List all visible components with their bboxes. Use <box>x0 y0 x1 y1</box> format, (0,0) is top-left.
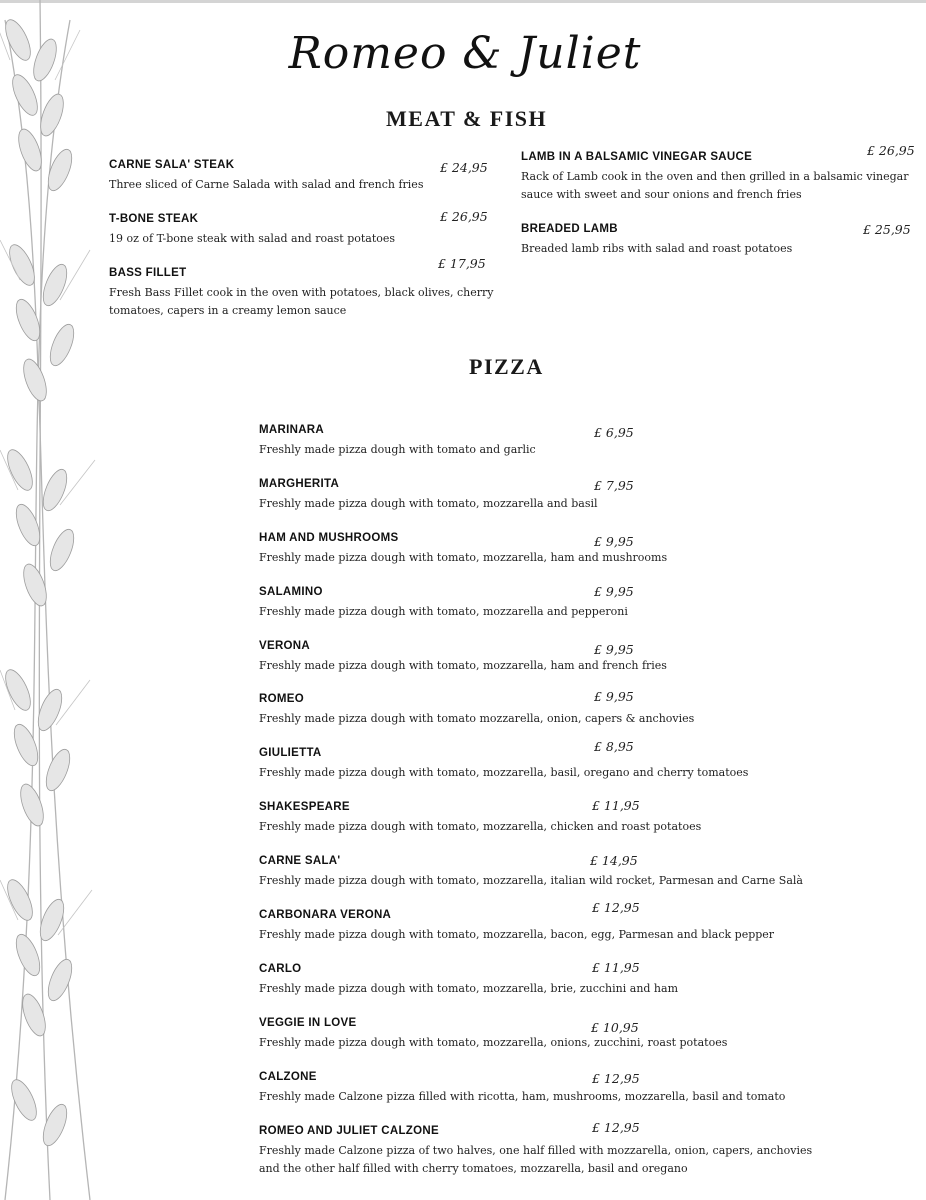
menu-item-name: SALAMINO <box>259 586 323 598</box>
menu-item <box>259 746 859 782</box>
menu-item <box>259 531 859 567</box>
menu-item-price: £ 6,95 <box>594 425 634 440</box>
menu-item-name: CARNE SALA' STEAK <box>109 159 235 171</box>
menu-item-name: HAM AND MUSHROOMS <box>259 532 399 544</box>
menu-item <box>521 222 851 258</box>
menu-item-description: Rack of Lamb cook in the oven and then grilled in a balsamic vinegar sauce with sweet and sour onions and french fries <box>521 170 909 201</box>
menu-item-name: MARGHERITA <box>259 478 340 490</box>
menu-item-price: £ 14,95 <box>590 853 638 868</box>
menu-item-description: Freshly made pizza dough with tomato, mozzarella, chicken and roast potatoes <box>259 820 702 833</box>
menu-item-name: ROMEO AND JULIET CALZONE <box>259 1125 439 1137</box>
menu-item-description: Freshly made Calzone pizza of two halves, one half filled with mozzarella, onion, capers, anchovies and the other half filled with cherry tomatoes, mozzarella, basil and oregano <box>259 1144 813 1175</box>
menu-item-description: Freshly made pizza dough with tomato, mozzarella and basil <box>259 497 598 510</box>
menu-item-price: £ 9,95 <box>594 534 634 549</box>
brand-logo <box>288 18 642 90</box>
menu-item <box>259 854 879 890</box>
menu-item-description: Freshly made pizza dough with tomato mozzarella, onion, capers & anchovies <box>259 712 695 725</box>
menu-item <box>259 962 859 998</box>
menu-item-name: BASS FILLET <box>109 267 187 279</box>
menu-item <box>259 800 859 836</box>
menu-item-description: Breaded lamb ribs with salad and roast potatoes <box>521 242 793 255</box>
menu-item-price: £ 26,95 <box>867 143 915 158</box>
menu-item-name: ROMEO <box>259 693 304 705</box>
menu-item-price: £ 12,95 <box>592 900 640 915</box>
menu-item <box>259 1124 829 1178</box>
menu-item-description: Fresh Bass Fillet cook in the oven with potatoes, black olives, cherry tomatoes, capers in a creamy lemon sauce <box>109 286 494 317</box>
menu-item-name: SHAKESPEARE <box>259 801 350 813</box>
menu-item-price: £ 7,95 <box>594 478 634 493</box>
menu-item <box>109 266 504 320</box>
menu-item-name: VEGGIE IN LOVE <box>259 1017 357 1029</box>
menu-item-price: £ 9,95 <box>594 689 634 704</box>
menu-item-price: £ 26,95 <box>440 209 488 224</box>
menu-item-description: Freshly made pizza dough with tomato, mozzarella, ham and mushrooms <box>259 551 668 564</box>
wheat-illustration <box>0 0 120 1200</box>
menu-item-price: £ 9,95 <box>594 642 634 657</box>
menu-item-price: £ 25,95 <box>863 222 911 237</box>
menu-item-description: Freshly made pizza dough with tomato, mozzarella, brie, zucchini and ham <box>259 982 679 995</box>
menu-item-description: Freshly made pizza dough with tomato, mozzarella, onions, zucchini, roast potatoes <box>259 1036 728 1049</box>
menu-item-description: Freshly made Calzone pizza filled with ricotta, ham, mushrooms, mozzarella, basil and tomato <box>259 1090 786 1103</box>
menu-item-description: Freshly made pizza dough with tomato, mozzarella, ham and french fries <box>259 659 667 672</box>
menu-item <box>521 150 916 204</box>
brand-logo-text: Romeo & Juliet <box>288 28 642 79</box>
menu-item-name: CARNE SALA' <box>259 855 341 867</box>
menu-item-description: 19 oz of T-bone steak with salad and roast potatoes <box>109 232 396 245</box>
menu-item-price: £ 11,95 <box>592 960 640 975</box>
menu-item-name: CARBONARA VERONA <box>259 909 392 921</box>
menu-item-name: BREADED LAMB <box>521 223 618 235</box>
menu-item <box>259 908 879 944</box>
menu-item-name: VERONA <box>259 640 311 652</box>
menu-item-name: CARLO <box>259 963 302 975</box>
menu-item <box>109 212 489 248</box>
menu-item-price: £ 10,95 <box>591 1020 639 1035</box>
menu-item-price: £ 12,95 <box>592 1120 640 1135</box>
top-divider <box>0 0 926 3</box>
menu-item-name: T-BONE STEAK <box>109 213 199 225</box>
menu-item <box>259 1016 859 1052</box>
menu-item-name: LAMB IN A BALSAMIC VINEGAR SAUCE <box>521 151 753 163</box>
menu-item <box>109 158 489 194</box>
menu-item-price: £ 11,95 <box>592 798 640 813</box>
menu-item <box>259 477 859 513</box>
section-title-meat-fish: MEAT & FISH <box>386 106 548 131</box>
menu-item <box>259 639 859 675</box>
menu-item-name: MARINARA <box>259 424 325 436</box>
menu-item <box>259 692 859 728</box>
menu-item-price: £ 9,95 <box>594 584 634 599</box>
menu-item-description: Three sliced of Carne Salada with salad and french fries <box>109 178 424 191</box>
menu-item-description: Freshly made pizza dough with tomato, mozzarella, basil, oregano and cherry tomatoes <box>259 766 749 779</box>
section-title-pizza: PIZZA <box>469 354 544 379</box>
menu-item-description: Freshly made pizza dough with tomato, mozzarella, italian wild rocket, Parmesan and Carne Salà <box>259 874 803 887</box>
menu-item-price: £ 12,95 <box>592 1071 640 1086</box>
menu-item-description: Freshly made pizza dough with tomato and garlic <box>259 443 536 456</box>
menu-item-description: Freshly made pizza dough with tomato, mozzarella and pepperoni <box>259 605 628 618</box>
menu-item <box>259 1070 879 1106</box>
menu-item-name: CALZONE <box>259 1071 317 1083</box>
menu-item-price: £ 17,95 <box>438 256 486 271</box>
menu-item-name: GIULIETTA <box>259 747 322 759</box>
menu-item-price: £ 8,95 <box>594 739 634 754</box>
menu-item-price: £ 24,95 <box>440 160 488 175</box>
menu-item <box>259 423 859 459</box>
menu-item <box>259 585 859 621</box>
menu-item-description: Freshly made pizza dough with tomato, mozzarella, bacon, egg, Parmesan and black pepper <box>259 928 775 941</box>
